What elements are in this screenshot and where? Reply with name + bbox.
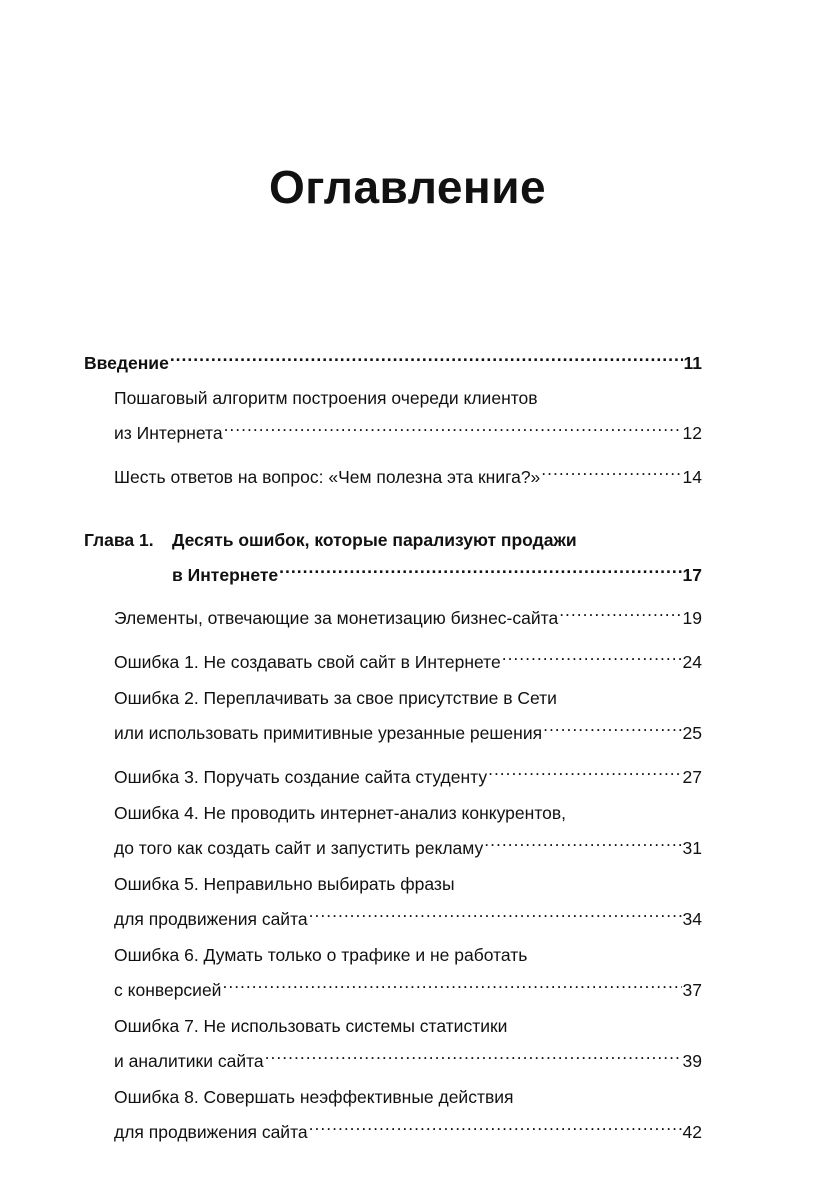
page-number: 14	[682, 467, 702, 487]
toc-entry-label: Ошибка 2. Переплачивать за свое присутствие в Сети	[114, 688, 557, 708]
page-number: 27	[682, 767, 702, 787]
toc-entry[interactable]	[84, 1084, 702, 1146]
dot-leader	[170, 342, 683, 369]
page-number: 25	[682, 723, 702, 743]
dot-leader	[484, 827, 681, 854]
page-number: 37	[682, 980, 702, 1000]
toc-entry[interactable]	[84, 456, 702, 491]
dot-leader	[309, 1111, 682, 1138]
page-number: 12	[682, 423, 702, 443]
chapter-prefix: Глава 1.	[84, 530, 154, 550]
dot-leader	[309, 898, 682, 925]
dot-leader	[222, 969, 681, 996]
toc-entry[interactable]	[84, 385, 702, 447]
toc-entry[interactable]	[84, 685, 702, 747]
toc-entry-label: для продвижения сайта	[114, 909, 308, 929]
toc-entry-label: до того как создать сайт и запустить рекламу	[114, 838, 484, 858]
dot-leader	[279, 554, 681, 581]
page-number: 17	[682, 565, 702, 585]
dot-leader	[541, 456, 681, 483]
page-number: 42	[682, 1122, 702, 1142]
toc-entry[interactable]	[84, 597, 702, 632]
toc-entry-label: Ошибка 6. Думать только о трафике и не работать	[114, 945, 528, 965]
toc-entry-label: Ошибка 4. Не проводить интернет-анализ конкурентов,	[114, 803, 567, 823]
toc-entry-chapter-1[interactable]	[84, 527, 702, 589]
toc-entry[interactable]	[84, 800, 702, 862]
chapter-title: в Интернете	[172, 565, 279, 585]
dot-leader	[224, 412, 682, 439]
dot-leader	[502, 641, 682, 668]
toc-entry-label: Элементы, отвечающие за монетизацию бизнес-сайта	[114, 608, 559, 628]
toc-entry-label: Введение	[84, 353, 169, 373]
toc-entry-label: Ошибка 7. Не использовать системы статистики	[114, 1016, 508, 1036]
dot-leader	[559, 597, 681, 624]
toc-entry-label: Ошибка 8. Совершать неэффективные действия	[114, 1087, 514, 1107]
toc-entry-label: и аналитики сайта	[114, 1051, 264, 1071]
toc-entry[interactable]	[84, 942, 702, 1004]
toc-entry-label: из Интернета	[114, 423, 223, 443]
toc-entry-intro[interactable]	[84, 342, 702, 377]
table-of-contents	[84, 342, 702, 1155]
chapter-title: Десять ошибок, которые парализуют продажи	[172, 530, 577, 550]
toc-entry-label: Ошибка 3. Поручать создание сайта студенту	[114, 767, 488, 787]
toc-entry-label: Шесть ответов на вопрос: «Чем полезна эта книга?»	[114, 467, 541, 487]
page-number: 31	[682, 838, 702, 858]
dot-leader	[265, 1040, 682, 1067]
toc-entry-label: или использовать примитивные урезанные решения	[114, 723, 543, 743]
page-number: 34	[682, 909, 702, 929]
toc-entry-label: Пошаговый алгоритм построения очереди клиентов	[114, 388, 538, 408]
toc-entry-label: Ошибка 1. Не создавать свой сайт в Интернете	[114, 652, 501, 672]
page-title: Оглавление	[268, 161, 547, 213]
page-number: 39	[682, 1051, 702, 1071]
toc-entry-label: с конверсией	[114, 980, 222, 1000]
page-number: 11	[683, 353, 702, 373]
dot-leader	[488, 756, 681, 783]
toc-entry[interactable]	[84, 871, 702, 933]
toc-entry[interactable]	[84, 1013, 702, 1075]
page-number: 24	[682, 652, 702, 672]
dot-leader	[543, 712, 681, 739]
toc-entry[interactable]	[84, 641, 702, 676]
toc-entry-label: для продвижения сайта	[114, 1122, 308, 1142]
toc-entry[interactable]	[84, 756, 702, 791]
page-number: 19	[682, 608, 702, 628]
toc-entry-label: Ошибка 5. Неправильно выбирать фразы	[114, 874, 455, 894]
